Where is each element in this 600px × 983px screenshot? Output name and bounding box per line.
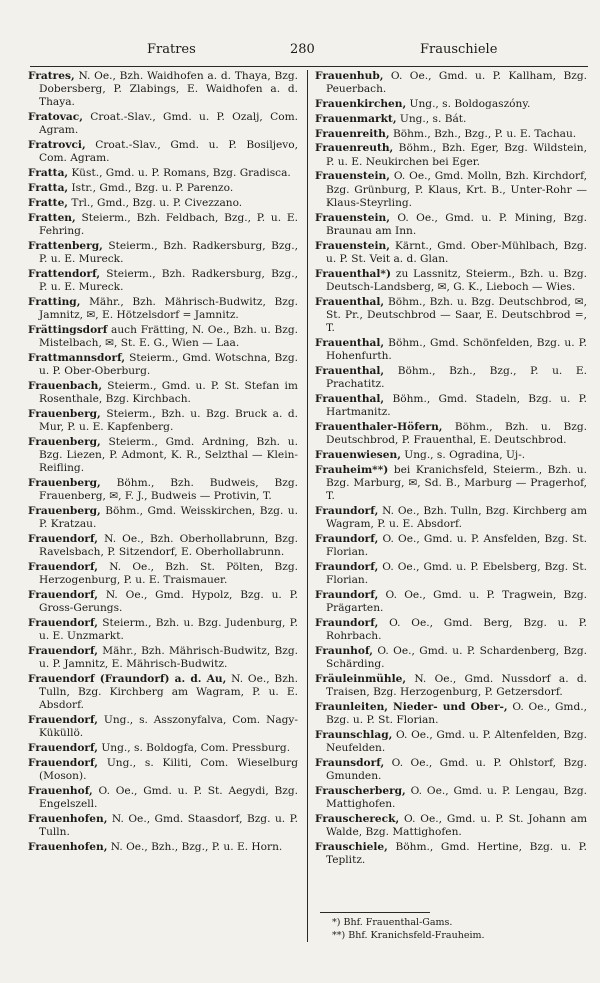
entry-headword: Frauendorf, [28, 616, 98, 629]
entry-text: Böhm., Bzh. u. Bzg. Deutschbrod, ✉, St. Pr., Deutschbrod — Saar, E. Deutschbrod =, T. [326, 295, 587, 334]
entry-text: O. Oe., Gmd. u. P. St. Aegydi, Bzg. Engelszell. [39, 784, 298, 810]
entry-headword: Frauendorf, [28, 532, 98, 545]
entry-text: O. Oe., Gmd. u. P. Lengau, Bzg. Mattighofen. [326, 784, 587, 810]
entry-text: N. Oe., Gmd. Nussdorf a. d. Traisen, Bzg. Herzogenburg, P. Getzersdorf. [326, 672, 587, 698]
entry-headword: Frauenthaler-Höfern, [315, 420, 443, 433]
gazetteer-entry [28, 742, 298, 755]
entry-text: Böhm., Bzh. Eger, Bzg. Wildstein, P. u. E. Neukirchen bei Eger. [326, 142, 587, 168]
entry-headword: Frauenstein, [315, 211, 390, 224]
entry-headword: Frauenkirchen, [315, 98, 407, 110]
entry-headword: Frauenthal*) [315, 267, 391, 280]
entry-headword: Fratta, [28, 182, 69, 194]
gazetteer-entry [315, 505, 587, 531]
gazetteer-entry [28, 533, 298, 559]
footnote: *) Bhf. Frauenthal-Gams. [332, 917, 453, 928]
entry-text: Steierm., Gmd. Wotschna, Bzg. u. P. Ober-Oberburg. [39, 351, 298, 377]
entry-headword: Frauenstein, [315, 170, 390, 183]
entry-headword: Fratten, [28, 211, 76, 224]
entry-text: O. Oe., Gmd. u. P. St. Johann am Walde, Bzg. Mattighofen. [326, 812, 588, 838]
right-column [315, 70, 587, 869]
entry-text: Croat.-Slav., Gmd. u. P. Ozalj, Com. Agram. [39, 111, 299, 137]
gazetteer-entry [28, 505, 298, 531]
entry-text: O. Oe., Gmd. u. P. Ansfelden, Bzg. St. Florian. [326, 532, 588, 558]
gazetteer-entry [28, 139, 298, 165]
entry-text: N. Oe., Bzh. Oberhollabrunn, Bzg. Ravelsbach, P. Sitzendorf, E. Oberhollabrunn. [39, 532, 298, 558]
entry-text: N. Oe., Bzh., Bzg., P. u. E. Horn. [110, 840, 283, 853]
gazetteer-entry [315, 296, 587, 336]
entry-text: N. Oe., Gmd. Hypolz, Bzg. u. P. Gross-Gerungs. [39, 588, 298, 614]
entry-text: N. Oe., Bzh. Waidhofen a. d. Thaya, Bzg. Dobersberg, P. Zlabings, E. Waidhofen a. d. Thaya. [39, 70, 298, 109]
entry-headword: Frauscherberg, [315, 784, 406, 797]
entry-headword: Fraunschlag, [315, 728, 393, 741]
gazetteer-entry [28, 268, 298, 294]
gazetteer-entry [315, 785, 587, 811]
gazetteer-entry [315, 757, 587, 783]
header-rule [30, 66, 588, 67]
entry-headword: Frättingsdorf [28, 323, 108, 336]
entry-text: Ung., s. Asszonyfalva, Com. Nagy-Küküllö. [39, 714, 298, 740]
entry-headword: Frauheim**) [315, 463, 389, 476]
entry-text: O. Oe., Gmd. u. P. Mining, Bzg. Braunau am Inn. [326, 211, 587, 237]
gazetteer-entry [28, 212, 298, 238]
entry-headword: Fräuleinmühle, [315, 672, 407, 685]
gazetteer-entry [28, 436, 298, 476]
entry-headword: Fraunleiten, Nieder- und Ober-, [315, 700, 508, 713]
gazetteer-entry [28, 714, 298, 740]
entry-text: auch Frätting, N. Oe., Bzh. u. Bzg. Mistelbach, ✉, St. E. G., Wien — Laa. [39, 323, 298, 349]
gazetteer-entry [28, 352, 298, 378]
entry-text: Ung., s. Bát. [399, 112, 467, 125]
entry-headword: Fraundorf, [315, 532, 379, 545]
gazetteer-entry [315, 70, 587, 96]
gazetteer-entry [28, 111, 298, 137]
entry-headword: Fraundorf, [315, 504, 379, 517]
page-number: 280 [290, 42, 315, 57]
gazetteer-entry [28, 167, 298, 180]
entry-text: Steierm., Bzh. u. Bzg. Judenburg, P. u. E. Unzmarkt. [39, 616, 298, 642]
header-left-word: Fratres [147, 42, 196, 57]
entry-headword: Frauenmarkt, [315, 112, 397, 125]
entry-text: N. Oe., Bzh. Tulln, Bzg. Kirchberg am Wagram, P. u. E. Absdorf. [39, 672, 298, 712]
entry-headword: Fraunhof, [315, 644, 373, 657]
entry-text: Böhm., Bzh., Bzg., P. u. E. Tachau. [392, 127, 577, 140]
entry-headword: Frauenthal, [315, 295, 385, 308]
entry-headword: Frauenstein, [315, 239, 390, 252]
entry-headword: Frauenberg, [28, 476, 101, 489]
entry-text: Ung., s. Kiliti, Com. Wieselburg (Moson). [39, 756, 298, 782]
gazetteer-entry [28, 240, 298, 266]
gazetteer-entry [315, 240, 587, 266]
entry-text: Steierm., Gmd. u. P. St. Stefan im Rosenthale, Bzg. Kirchbach. [39, 379, 298, 405]
gazetteer-entry [28, 561, 298, 587]
entry-text: O. Oe., Gmd. u. P. Ebelsberg, Bzg. St. Florian. [326, 560, 587, 586]
entry-text: O. Oe., Gmd. u. P. Altenfelden, Bzg. Neufelden. [326, 728, 587, 754]
entry-headword: Frattenberg, [28, 239, 103, 252]
gazetteer-entry [315, 813, 587, 839]
gazetteer-entry [28, 324, 298, 350]
entry-text: Trl., Gmd., Bzg. u. P. Civezzano. [71, 196, 243, 209]
gazetteer-entry [315, 142, 587, 168]
entry-text: N. Oe., Gmd. Staasdorf, Bzg. u. P. Tulln. [39, 812, 299, 838]
entry-headword: Frauenhofen, [28, 812, 108, 825]
entry-headword: Fratta, [28, 167, 69, 180]
entry-headword: Fratrovci, [28, 139, 86, 152]
entry-headword: Frauenreith, [315, 127, 390, 140]
gazetteer-entry [315, 393, 587, 419]
entry-text: N. Oe., Bzh. Tulln, Bzg. Kirchberg am Wagram, P. u. E. Absdorf. [326, 504, 587, 530]
entry-headword: Frauenthal, [315, 336, 385, 349]
entry-headword: Frauendorf, [28, 644, 98, 657]
gazetteer-entry [315, 449, 587, 462]
entry-headword: Fratres, [28, 70, 75, 82]
gazetteer-entry [28, 617, 298, 643]
entry-headword: Frauenhub, [315, 70, 384, 82]
entry-headword: Fraundorf, [315, 560, 379, 573]
gazetteer-entry [315, 365, 587, 391]
gazetteer-entry [315, 841, 587, 867]
entry-text: Ung., s. Ogradina, Uj-. [404, 448, 526, 461]
entry-headword: Fraundorf, [315, 588, 379, 601]
page-header [0, 42, 600, 62]
entry-headword: Frauenhofen, [28, 840, 108, 853]
footnote: **) Bhf. Kranichsfeld-Frauheim. [332, 930, 485, 941]
entry-headword: Frauendorf, [28, 756, 98, 769]
entry-text: O. Oe., Gmd. Molln, Bzh. Kirchdorf, Bzg. Grünburg, P. Klaus, Krt. B., Unter-Rohr — Klaus-Steyrling. [326, 170, 587, 209]
entry-text: Kärnt., Gmd. Ober-Mühlbach, Bzg. u. P. St. Veit a. d. Glan. [326, 239, 587, 265]
entry-text: Küst., Gmd. u. P. Romans, Bzg. Gradisca. [71, 167, 291, 180]
entry-text: O. Oe., Gmd. Berg, Bzg. u. P. Rohrbach. [326, 616, 587, 642]
entry-headword: Frauendorf, [28, 714, 98, 726]
gazetteer-entry [315, 128, 587, 141]
column-divider [307, 70, 308, 942]
gazetteer-entry [315, 561, 587, 587]
entry-headword: Frauendorf, [28, 588, 98, 601]
entry-text: O. Oe., Gmd. u. P. Schardenberg, Bzg. Schärding. [326, 644, 587, 670]
gazetteer-entry [28, 70, 298, 110]
entry-text: O. Oe., Gmd. u. P. Tragwein, Bzg. Prägarten. [326, 588, 587, 614]
gazetteer-entry [315, 617, 587, 643]
gazetteer-entry [28, 408, 298, 434]
gazetteer-entry [28, 589, 298, 615]
entry-headword: Frauenberg, [28, 407, 101, 420]
gazetteer-entry [315, 212, 587, 238]
entry-headword: Frauenwiesen, [315, 448, 401, 461]
entry-headword: Frauendorf, [28, 742, 98, 754]
entry-text: Böhm., Gmd. Schönfelden, Bzg. u. P. Hohenfurth. [326, 336, 587, 362]
entry-text: bei Kranichsfeld, Steierm., Bzh. u. Bzg. Marburg, ✉, Sd. B., Marburg — Pragerhof, T. [326, 463, 587, 502]
entry-text: Böhm., Bzh., Bzg., P. u. E. Prachatitz. [326, 364, 587, 390]
entry-text: Steierm., Bzh. u. Bzg. Bruck a. d. Mur, P. u. E. Kapfenberg. [39, 407, 299, 433]
entry-text: Böhm., Gmd. Stadeln, Bzg. u. P. Hartmanitz. [326, 392, 587, 418]
gazetteer-entry [28, 841, 298, 854]
left-column [28, 70, 298, 856]
entry-headword: Frattendorf, [28, 267, 101, 280]
entry-headword: Fraundorf, [315, 616, 379, 629]
header-right-word: Frauschiele [420, 42, 498, 57]
footnote-rule [320, 912, 430, 913]
gazetteer-entry [315, 645, 587, 671]
entry-headword: Frauenberg, [28, 504, 101, 517]
entry-headword: Frauschiele, [315, 840, 388, 853]
gazetteer-entry [315, 673, 587, 699]
gazetteer-entry [315, 464, 587, 504]
entry-text: O. Oe., Gmd. u. P. Ohlstorf, Bzg. Gmunden. [326, 756, 587, 782]
entry-text: Istr., Gmd., Bzg. u. P. Parenzo. [71, 182, 234, 194]
entry-headword: Frauendorf, [28, 560, 98, 573]
entry-headword: Frauenhof, [28, 784, 93, 797]
gazetteer-entry [28, 182, 298, 195]
entry-headword: Frauenberg, [28, 435, 101, 448]
entry-text: N. Oe., Bzh. St. Pölten, Bzg. Herzogenburg, P. u. E. Traismauer. [39, 560, 298, 586]
gazetteer-entry [315, 421, 587, 447]
gazetteer-entry [315, 729, 587, 755]
entry-headword: Frattmannsdorf, [28, 351, 126, 364]
entry-headword: Frauenbach, [28, 379, 103, 392]
gazetteer-entry [315, 113, 587, 126]
entry-headword: Fratovac, [28, 111, 83, 124]
gazetteer-entry [28, 296, 298, 322]
entry-headword: Frauendorf (Fraundorf) a. d. Au, [28, 672, 227, 685]
gazetteer-entry [315, 533, 587, 559]
footnotes [318, 912, 588, 943]
entry-text: Ung., s. Boldogaszóny. [409, 98, 531, 110]
entry-text: O. Oe., Gmd. u. P. Kallham, Bzg. Peuerbach. [326, 70, 587, 96]
entry-text: Steierm., Gmd. Ardning, Bzh. u. Bzg. Liezen, P. Admont, K. R., Selzthal — Klein-Reifling. [39, 435, 298, 474]
entry-text: zu Lassnitz, Steierm., Bzh. u. Bzg. Deutsch-Landsberg, ✉, G. K., Lieboch — Wies. [326, 267, 587, 293]
entry-text: Böhm., Gmd. Weisskirchen, Bzg. u. P. Kratzau. [39, 504, 298, 530]
gazetteer-entry [315, 337, 587, 363]
gazetteer-entry [28, 477, 298, 503]
gazetteer-entry [315, 268, 587, 294]
entry-headword: Fratte, [28, 196, 68, 209]
gazetteer-entry [28, 757, 298, 783]
entry-text: Mähr., Bzh. Mährisch-Budwitz, Bzg. Jamnitz, ✉, E. Hötzelsdorf = Jamnitz. [39, 295, 298, 321]
gazetteer-entry [28, 785, 298, 811]
gazetteer-entry [28, 197, 298, 210]
entry-headword: Frauenthal, [315, 392, 385, 405]
entry-text: Böhm., Gmd. Hertine, Bzg. u. P. Teplitz. [326, 840, 587, 866]
gazetteer-entry [28, 673, 298, 713]
entry-text: Steierm., Bzh. Feldbach, Bzg., P. u. E. Fehring. [39, 211, 299, 237]
entry-text: Böhm., Bzh. Budweis, Bzg. Frauenberg, ✉, F. J., Budweis — Protivin, T. [39, 476, 298, 502]
entry-text: Steierm., Bzh. Radkersburg, Bzg., P. u. E. Mureck. [39, 267, 298, 293]
gazetteer-entry [315, 170, 587, 210]
gazetteer-entry [28, 645, 298, 671]
entry-text: Ung., s. Boldogfa, Com. Pressburg. [101, 742, 291, 754]
gazetteer-entry [315, 701, 587, 727]
gazetteer-entry [315, 98, 587, 111]
entry-text: Böhm., Bzh. u. Bzg. Deutschbrod, P. Frauenthal, E. Deutschbrod. [326, 420, 587, 446]
entry-headword: Fratting, [28, 295, 81, 308]
entry-headword: Frauschereck, [315, 812, 400, 825]
entry-text: Mähr., Bzh. Mährisch-Budwitz, Bzg. u. P. Jamnitz, E. Mährisch-Budwitz. [39, 644, 298, 670]
entry-headword: Frauenthal, [315, 364, 385, 377]
entry-headword: Frauenreuth, [315, 142, 394, 155]
gazetteer-entry [315, 589, 587, 615]
entry-text: Steierm., Bzh. Radkersburg, Bzg., P. u. E. Mureck. [39, 239, 298, 265]
entry-text: O. Oe., Gmd., Bzg. u. P. St. Florian. [326, 700, 587, 726]
gazetteer-entry [28, 380, 298, 406]
entry-headword: Fraunsdorf, [315, 756, 385, 769]
gazetteer-entry [28, 813, 298, 839]
entry-text: Croat.-Slav., Gmd. u. P. Bosiljevo, Com. Agram. [39, 139, 298, 165]
